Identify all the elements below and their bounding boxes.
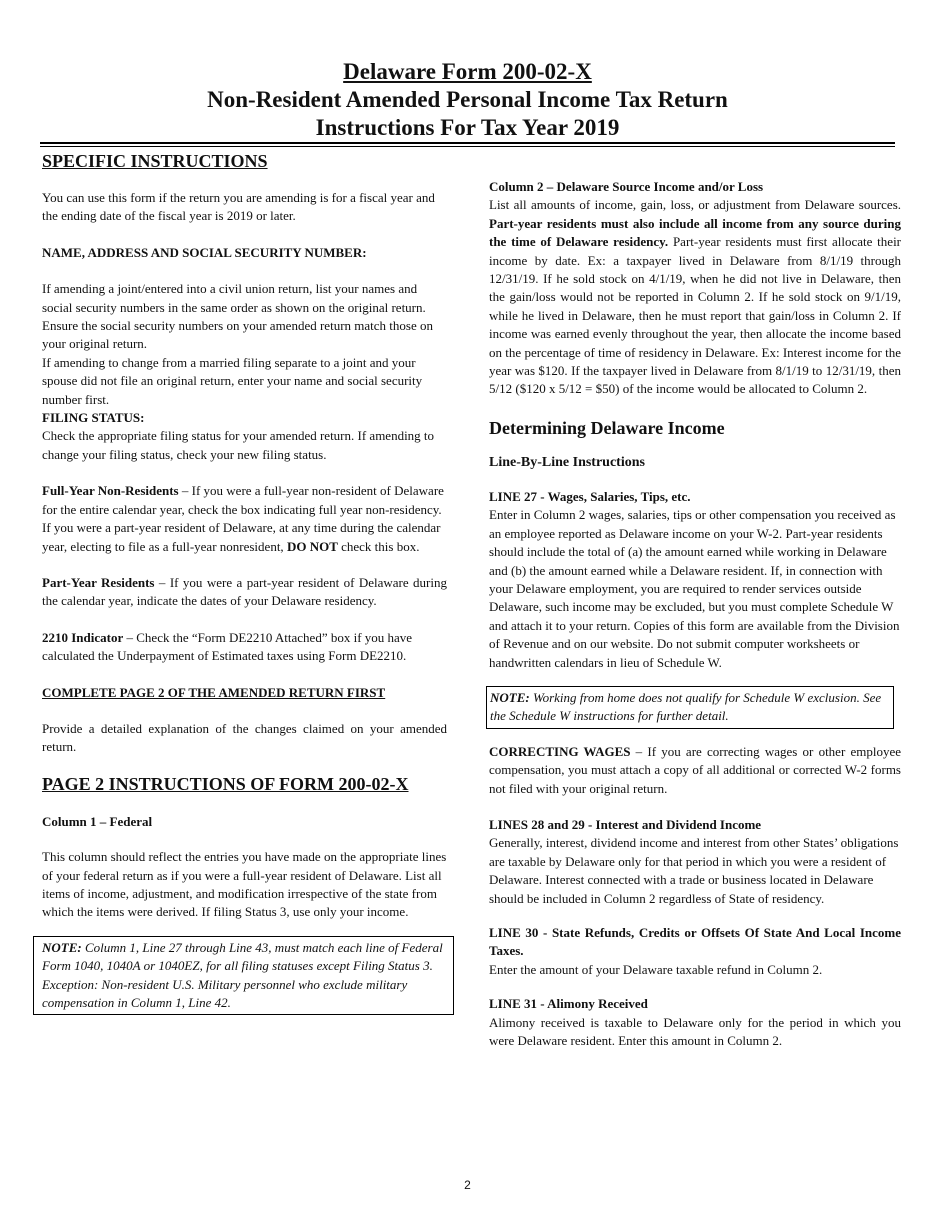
form-tax-year-line: Instructions For Tax Year 2019 [315, 115, 620, 140]
note-label: NOTE: [490, 689, 530, 705]
note-label: NOTE: [42, 939, 82, 955]
name-paragraph-2: If amending to change from a married filing separate to a joint and your spouse did not file an original return, enter your name and social security number first. [42, 354, 423, 407]
header-rule-thick [40, 142, 895, 144]
column1-text: This column should reflect the entries you have made on the appropriate lines of your federal return as if you were a full-year resident of Delaware. List all items of income, adjustment, and modification irrespective of the state from which the items were derived. If filing Status 3, use only your income. [42, 849, 447, 920]
document-header [0, 58, 935, 142]
do-not-emphasis: DO NOT [286, 538, 338, 554]
note-text: Column 1, Line 27 through Line 43, must match each line of Federal Form 1040, 1040A or 1040EZ, for all filing statuses except Filing Status 3. Exception: Non-resident U.S. Military personnel who exclude military compensation in Column 1, Line 42. [42, 939, 443, 1010]
line31-heading: LINE 31 - Alimony Received [489, 996, 648, 1012]
column2-heading: Column 2 – Delaware Source Income and/or Loss [489, 179, 764, 194]
specific-instructions-heading: SPECIFIC INSTRUCTIONS [42, 151, 268, 171]
correcting-wages-text: If you are correcting wages or other employee compensation, you must attach a copy of all additional or corrected W-2 forms not filed with your original return. [489, 743, 902, 796]
indicator-label: 2210 Indicator [42, 629, 124, 645]
column2-text [489, 196, 901, 398]
column1-note-box [33, 936, 454, 1016]
dash: – [630, 743, 648, 759]
column2-bold-text: Part-year residents must also include all income from any source during the time of Delaware residency. [489, 215, 901, 250]
note-text: Working from home does not qualify for Schedule W exclusion. See the Schedule W instructions for further detail. [490, 689, 882, 724]
indicator-paragraph [42, 629, 447, 666]
column2-text-part1: List all amounts of income, gain, loss, or adjustment from Delaware sources. [489, 197, 901, 213]
complete-page2-heading: COMPLETE PAGE 2 OF THE AMENDED RETURN FIRST [42, 684, 386, 700]
dash: – [123, 629, 137, 645]
line31-text: Alimony received is taxable to Delaware only for the period in which you were Delaware resident. Enter this amount in Column 2. [489, 1014, 901, 1049]
name-paragraph-1: If amending a joint/entered into a civil union return, list your names and social security numbers in the same order as shown on the original return. Ensure the social security numbers on your amended return match those on your original return. [42, 281, 433, 352]
dash: – [154, 574, 170, 590]
full-year-end: check this box. [337, 538, 420, 554]
line27-heading: LINE 27 - Wages, Salaries, Tips, etc. [489, 488, 691, 504]
intro-paragraph: You can use this form if the return you are amending is for a fiscal year and the ending date of the fiscal year is 2019 or later. [42, 190, 435, 224]
left-column [42, 150, 447, 1015]
line30-text: Enter the amount of your Delaware taxable refund in Column 2. [489, 961, 823, 977]
filing-status-text: Check the appropriate filing status for your amended return. If amending to change your filing status, check your new filing status. [42, 428, 435, 462]
full-year-text: If you were a full-year non-resident of Delaware for the entire calendar year, check the box indicating full year non-residency. If you were a part-year resident of Delaware, at any time during the calendar year, electing to file as a full-year nonresident, [42, 483, 444, 554]
schedule-w-note-box [486, 686, 894, 729]
page-number: 2 [464, 1178, 471, 1192]
correcting-wages-paragraph [489, 743, 901, 798]
complete-page2-text: Provide a detailed explanation of the changes claimed on your amended return. [42, 720, 447, 755]
form-title: Delaware Form 200-02-X [343, 59, 592, 84]
page2-instructions-heading: PAGE 2 INSTRUCTIONS OF FORM 200-02-X [42, 773, 409, 794]
full-year-paragraph [42, 482, 447, 556]
indicator-text: Check the “Form DE2210 Attached” box if you have calculated the Underpayment of Estimated taxes using Form DE2210. [42, 629, 413, 664]
part-year-label: Part-Year Residents [42, 574, 155, 590]
lines28-29-heading: LINES 28 and 29 - Interest and Dividend Income [489, 816, 762, 832]
line-by-line-heading: Line-By-Line Instructions [489, 454, 645, 470]
part-year-text: If you were a part-year resident of Delaware during the calendar year, indicate the dates of your Delaware residency. [42, 574, 447, 609]
line27-text: Enter in Column 2 wages, salaries, tips or other compensation you received as an employee reported as Delaware income on your W-2. Part-year residents should include the total of (a) the amount earned while working in Delaware and (b) the amount earned while a Delaware resident. If, in connection with your Delaware employment, you are required to render services outside Delaware, such income may be excluded, but you must complete Schedule W and attach it to your return. Copies of this form are available from the Division of Revenue and on our website. Do not submit computer worksheets or handwritten calendars in lieu of Schedule W. [489, 507, 900, 670]
header-rule-thin [40, 146, 895, 147]
lines28-29-text: Generally, interest, dividend income and interest from other States’ obligations are taxable by Delaware only for that period in which you were a resident of Delaware. Interest connected with a trade or business located in Delaware should be included in Column 2 regardless of State of residency. [489, 835, 899, 906]
dash: – [178, 483, 192, 499]
line30-heading: LINE 30 - State Refunds, Credits or Offsets Of State And Local Income Taxes. [489, 925, 901, 959]
column1-heading: Column 1 – Federal [42, 813, 153, 829]
full-year-label: Full-Year Non-Residents [42, 483, 179, 499]
name-address-heading: NAME, ADDRESS AND SOCIAL SECURITY NUMBER: [42, 244, 367, 260]
determining-income-heading: Determining Delaware Income [489, 417, 725, 438]
right-column [489, 150, 901, 1050]
part-year-paragraph [42, 574, 447, 611]
form-subtitle: Non-Resident Amended Personal Income Tax Return [207, 87, 728, 112]
correcting-wages-label: CORRECTING WAGES [489, 743, 631, 759]
column2-text-part2: Part-year residents must first allocate their income by date. Ex: a taxpayer lived in Delaware from 8/1/19 through 12/31/19. If he sold stock on 4/1/19, when he did not live in Delaware, then the gain/loss would not be reported in Column 2. If he sold stock on 9/1/19, while he lived in Delaware, then he must report that gain/loss in Column 2. If income was earned evenly throughout the year, then allocate the income based on the percentage of time of residency in Delaware. Ex: Interest income for the year was $120. If the taxpayer lived in Delaware from 8/1/19 to 12/31/19, then 5/12 ($120 x 5/12 = $50) of the income would be allocated to Column 2. [489, 234, 902, 397]
filing-status-heading: FILING STATUS: [42, 410, 145, 426]
